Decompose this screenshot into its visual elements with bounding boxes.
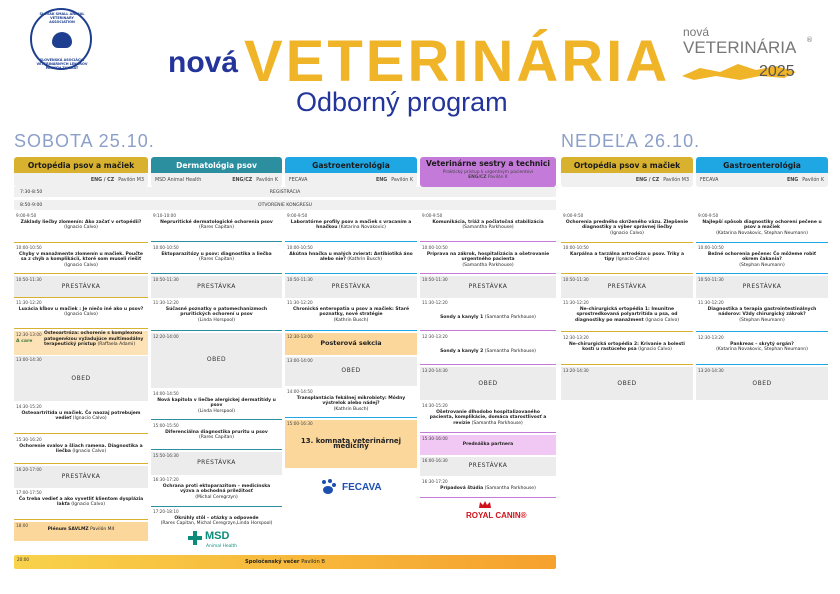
poster-section[interactable]: 12:30-13:00 Posterová sekcia xyxy=(285,333,417,355)
session-c6-1[interactable]: 9:00-9:50 Najlepší spôsob diagnostiky ochorení pečene u psov a mačiek (Katarina Novakovic, Stephan Neumann) xyxy=(696,212,828,243)
session-c5-2[interactable]: 10:00-10:50 Karpálna a tarzálna artrodéza u psov. Triky a tipy (Ignacio Calvo) xyxy=(561,244,693,274)
plenum-session[interactable]: 18:00 Plénum SAVLMZ Pavilón M4 xyxy=(14,522,148,541)
session-c1-7[interactable]: 14:30-15:20 Osteoartritída u mačiek. Čo naozaj potrebujem vedieť (Ignacio Calvo) xyxy=(14,403,148,434)
session-c5-5[interactable]: 12:30-13:20 Ne-chirurgická ortopédia 2: Krivanie a bolesti kostí u rastúceho psa (Ignacio Calvo) xyxy=(561,334,693,365)
break-c3-1: 10:50-11:30 PRESTÁVKA xyxy=(285,276,417,298)
msd-logo: MSD xyxy=(205,530,230,542)
session-c2-7[interactable]: 15:00-15:50 Diferenciálna diagnostika pruritu u psov (Rares Capitan) xyxy=(151,422,282,450)
komnata-session[interactable]: 15:00-16:30 13. komnata veterinárnej mediciny xyxy=(285,420,417,468)
lunch-c3: 13:00-14:00 OBED xyxy=(285,357,417,386)
break-c2-2: 15:50-16:30 PRESTÁVKA xyxy=(151,452,282,475)
column-header-derm: Dermatológia psov MSD Animal Health ENG/CZ Pavilón K xyxy=(151,157,282,187)
session-c4-2[interactable]: 10:00-10:50 Príprava na zákrok, hospitalizácia a ošetrovanie urgentného pacienta (Samantha Parkhouse) xyxy=(420,244,556,274)
session-c3-7[interactable]: 14:00-14:50 Transplantácia fekálnej mikrobioty: Módny výstrelok alebo nádej? (Kathrin Busch) xyxy=(285,388,417,418)
a-care-logo: A care xyxy=(16,339,33,344)
session-c2-6[interactable]: 14:00-14:50 Nová kapitola v liečbe alergickej dermatitídy u psov (Linda Horspool) xyxy=(151,390,282,420)
page-subtitle: Odborný program xyxy=(296,87,508,117)
session-c3-1[interactable]: 9:00-9:50 Laboratórne profily psov a mačiek s vracaním a hnačkou (Katarina Novakovic) xyxy=(285,212,417,242)
brand-year: 2025 xyxy=(759,63,795,80)
column-header-nurses: Veterinárne sestry a technici Praktický prístup k urgentným pacientovi ENG/CZ Pavilón K xyxy=(420,157,556,187)
brand-nova: nová xyxy=(683,25,710,39)
session-c5-1[interactable]: 9:00-9:50 Ochorenia predného skríženého väzu. Zlepšenie diagnostiky a výber správnej liečby (Ignacio Calvo) xyxy=(561,212,693,243)
session-c2-9[interactable]: 16:30-17:20 Ochrana proti ektoparazitom – medicínska výzva a obchodná príležitosť (Michal Ceregrzyn) xyxy=(151,476,282,507)
lunch-c4: 13:20-14:30 OBED xyxy=(420,367,556,400)
session-c2-2[interactable]: 10:00-10:50 Ektoparazitózy u psov: diagnostika a liečba (Rares Capitan) xyxy=(151,244,282,274)
page-title: VETERINÁRIA xyxy=(244,29,671,94)
royal-canin-crown-icon xyxy=(478,500,492,509)
fecava-logo: FECAVA xyxy=(342,482,382,493)
day-saturday: SOBOTA 25.10. xyxy=(14,131,155,151)
lunch-c1: 13:00-14:30 OBED xyxy=(14,356,148,401)
session-c4-7[interactable]: 14:30-15:20 Ošetrovanie dlhodobo hospitalizovaného pacienta, komplikácie, domáca starostlivosť a revízie (Samantha Parkhouse) xyxy=(420,402,556,433)
day-sunday: NEDEĽA 26.10. xyxy=(561,131,701,151)
session-c3-2[interactable]: 10:00-10:50 Akútna hnačka u malých zvierat: Antibiotiká áno alebo nie? (Kathrin Busch) xyxy=(285,244,417,274)
session-c4-5[interactable]: 12:30-13:20 Sondy a kanyly 2 (Samantha Parkhouse) xyxy=(420,333,556,365)
session-c1-1[interactable]: 9:00-9:50 Základy liečby zlomenín: Ako začať v ortopédii? (Ignacio Calvo) xyxy=(14,212,148,243)
opening-band: 8:50-9:00 OTVORENIE KONGRESU xyxy=(14,200,556,210)
social-evening[interactable]: 20:00 Spoločenský večer Pavilón B xyxy=(14,555,556,569)
session-c5-4[interactable]: 11:30-12:20 Ne-chirurgická ortopédia 1: Imunitne sprostredkovaná polyartritída u psa, od diagnostiky po manažment (Ignacio Calvo) xyxy=(561,299,693,332)
session-c1-2[interactable]: 10:00-10:50 Chyby v manažmente zlomenín u mačiek. Poučte sa z chýb a komplikácií, ktoré som museli riešiť (Ignacio Calvo) xyxy=(14,244,148,274)
break-c6-1: 10:50-11:30 PRESTÁVKA xyxy=(696,276,828,298)
title-nova: nová xyxy=(168,46,239,79)
break-c4-1: 10:50-11:30 PRESTÁVKA xyxy=(420,276,556,298)
column-header-ortho: Ortopédia psov a mačiek ENG / CZ Pavilón M3 xyxy=(14,157,148,187)
session-c2-4[interactable]: 11:30-12:20 Súčasné poznatky o patomechanizmoch pruritických ochorení u psov (Linda Horspool) xyxy=(151,299,282,331)
break-c2-1: 10:50-11:30 PRESTÁVKA xyxy=(151,276,282,298)
royal-canin-logo: ROYAL CANIN® xyxy=(466,511,527,520)
session-c4-4[interactable]: 11:30-12:20 Sondy a kanyly 1 (Samantha Parkhouse) xyxy=(420,299,556,331)
brand-title: VETERINÁRIA xyxy=(683,38,797,57)
msd-logo-icon xyxy=(188,531,202,545)
column-header-gastro-sunday: Gastroenterológia FECAVA ENG Pavilón K xyxy=(696,157,828,187)
registration-band: 7:30-8:50 REGISTRÁCIA xyxy=(14,187,556,197)
logo-text-bottom: SLOVENSKÁ ASOCIÁCIA VETERINÁRNYCH LEKÁROV MALÝCH ZVIERAT xyxy=(36,58,88,70)
msd-logo-subtitle: Animal Health xyxy=(206,544,238,549)
session-c6-2[interactable]: 10:00-10:50 Bežné ochorenia pečene: Čo môžeme robiť okrem čakania? (Stephan Neumann) xyxy=(696,244,828,274)
partner-lecture[interactable]: 15:30-16:00 Prednáška partnera xyxy=(420,435,556,455)
session-c1-10[interactable]: 17:00-17:50 Čo treba vedieť a ako vyvetliť klientom dysplázia lakťa (Ignacio Calvo) xyxy=(14,489,148,520)
session-c1-8[interactable]: 15:30-16:20 Ochorenie svalov a šliach ramena. Diagnostika a liečba (Ignacio Calvo) xyxy=(14,436,148,464)
session-c4-1[interactable]: 9:00-9:50 Komunikácia, triáž a počiatočná stabilizácia (Samantha Parkhouse) xyxy=(420,212,556,242)
dog-icon xyxy=(52,32,72,48)
break-c5-1: 10:50-11:30 PRESTÁVKA xyxy=(561,276,693,298)
logo-text-top: SLOVAK SMALL ANIMAL VETERINARY ASSOCIATION xyxy=(39,12,85,24)
lunch-c6: 13:20-14:30 OBED xyxy=(696,367,828,400)
session-c1-5[interactable]: 12:30-13:00 A care Osteoartróza: ochorenie s komplexnou patogenézou vyžadujúce multimodálny terapeutický prístup (Raffaela Adami) xyxy=(14,331,148,355)
session-c2-10[interactable]: 17:20-18:10 Okrúhly stôl – otázky a odpovede (Rares Capitan, Michal Ceregrzyn,Linda Horspool) xyxy=(151,508,282,530)
lunch-c2: 12:20-14:00 OBED xyxy=(151,333,282,388)
break-c4-2: 16:00-16:30 PRESTÁVKA xyxy=(420,457,556,476)
column-header-gastro: Gastroenterológia FECAVA ENG Pavilón K xyxy=(285,157,417,187)
column-header-ortho-sunday: Ortopédia psov a mačiek ENG / CZ Pavilón M3 xyxy=(561,157,693,187)
brand-registered: ® xyxy=(806,36,813,44)
break-c1-1: 10:50-11:30 PRESTÁVKA xyxy=(14,276,148,298)
session-c2-1[interactable]: 9:10-10:00 Nepruritické dermatologické ochorenia psov (Rares Capitan) xyxy=(151,212,282,242)
session-c6-5[interactable]: 12:30-13:20 Pankreas – skrytý orgán? (Katarina Novakovic, Stephan Neumann) xyxy=(696,334,828,365)
session-c1-4[interactable]: 11:30-12:20 Luxácia kĺbov u mačiek : Je niečo iné ako u psov? (Ignacio Calvo) xyxy=(14,299,148,329)
lunch-c5: 13:20-14:30 OBED xyxy=(561,367,693,400)
session-c6-4[interactable]: 11:30-12:20 Diagnostika a terapia gastrointestinálnych nádorov: Vždy chirurgický zákrok? (Stephan Neumann) xyxy=(696,299,828,332)
session-c4-10[interactable]: 16:30-17:20 Prípadová štúdia (Samantha Parkhouse) xyxy=(420,478,556,498)
break-c1-2: 16:20-17:00 PRESTÁVKA xyxy=(14,466,148,488)
session-c3-4[interactable]: 11:30-12:20 Chronická enteropatia u psov a mačiek: Staré poznatky, nové stratégie (Kathrin Busch) xyxy=(285,299,417,331)
fecava-paw-icon xyxy=(318,478,338,496)
